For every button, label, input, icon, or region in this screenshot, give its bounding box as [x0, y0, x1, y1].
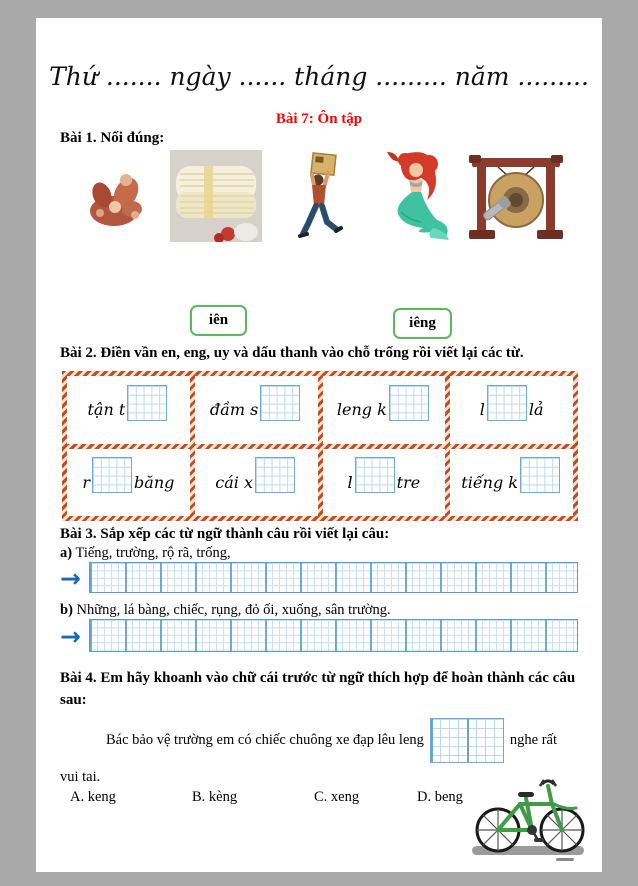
gong-image	[468, 152, 564, 242]
choice-a: A. keng	[70, 789, 116, 805]
exercise3-item-b	[60, 602, 391, 619]
answer-gridbox-inline	[430, 718, 504, 763]
answer-gridbox	[520, 457, 560, 493]
cell-text-before: leng k	[336, 400, 387, 420]
cell-text-before: r	[82, 472, 91, 492]
cell-text-before: l	[479, 400, 485, 420]
man-carrying-box-image	[295, 152, 347, 242]
cell-text-before: đầm s	[209, 400, 259, 420]
noodle-bundle-image	[170, 150, 262, 242]
table-cell	[323, 376, 446, 444]
exercise3-item-a	[60, 545, 231, 562]
answer-grid-line-b	[89, 619, 578, 652]
rhyme-box-ieng	[393, 308, 452, 339]
mermaid-image	[375, 150, 457, 242]
answer-gridbox	[127, 385, 167, 421]
answer-gridbox	[389, 385, 429, 421]
choice-b: B. kèng	[192, 789, 238, 805]
table-cell	[67, 376, 190, 444]
arrow-icon: →	[60, 564, 81, 593]
answer-gridbox	[255, 457, 295, 493]
table-cell	[450, 449, 573, 517]
sentence-start: Bác bảo vệ trường em có chiếc chuông xe đạp lêu leng	[106, 732, 424, 748]
answer-grid-line-a	[89, 562, 578, 593]
item-words: Tiếng, trường, rộ rã, trống,	[75, 545, 231, 561]
table-cell	[450, 376, 573, 444]
exercise1-heading: Bài 1. Nối đúng:	[60, 130, 165, 146]
bicycle-image	[468, 770, 590, 864]
item-label: a)	[60, 545, 73, 561]
cell-text-before: l	[347, 472, 353, 492]
answer-gridbox	[355, 457, 395, 493]
answer-gridbox	[260, 385, 300, 421]
table-cell	[67, 449, 190, 517]
cell-text-before: tiếng k	[461, 472, 518, 492]
table-cell	[195, 376, 318, 444]
table-cell	[195, 449, 318, 517]
exercise4-sentence	[60, 718, 590, 763]
cell-text-after: lả	[528, 400, 544, 420]
exercise4-heading: Bài 4. Em hãy khoanh vào chữ cái trước từ ngữ thích hợp để hoàn thành các câu sau:	[60, 670, 576, 708]
choice-c: C. xeng	[314, 789, 360, 805]
galangal-roots-image	[82, 165, 152, 237]
cell-text-before: cái x	[215, 472, 253, 492]
choice-d: D. beng	[417, 789, 463, 805]
rhyme-box-ien	[190, 305, 247, 336]
item-words: Những, lá bàng, chiếc, rụng, đỏ ối, xuống, sân trường.	[76, 602, 391, 618]
table-cell	[323, 449, 446, 517]
item-label: b)	[60, 602, 73, 618]
sentence-end: nghe rất	[509, 732, 558, 748]
answer-gridbox	[487, 385, 527, 421]
lesson-title: Bài 7: Ôn tập	[275, 111, 363, 127]
date-line: Thứ ....... ngày ...... tháng ......... năm .........	[49, 62, 589, 91]
answer-gridbox	[92, 457, 132, 493]
arrow-icon: →	[60, 622, 81, 651]
rhyme-box-ien-label: iên	[208, 312, 229, 328]
exercise2-heading: Bài 2. Điền vần en, eng, uy và dấu thanh vào chỗ trống rồi viết lại các từ.	[60, 345, 524, 361]
rhyme-box-ieng-label: iêng	[409, 315, 436, 331]
cell-text-after: băng	[134, 472, 175, 492]
cell-text-after: tre	[396, 472, 421, 492]
worksheet-page	[36, 18, 602, 872]
exercise2-table	[62, 371, 578, 521]
exercise3-heading: Bài 3. Sắp xếp các từ ngữ thành câu rồi viết lại câu:	[60, 526, 390, 542]
cell-text-before: tận t	[87, 400, 126, 420]
sentence-continuation: vui tai.	[60, 769, 101, 785]
